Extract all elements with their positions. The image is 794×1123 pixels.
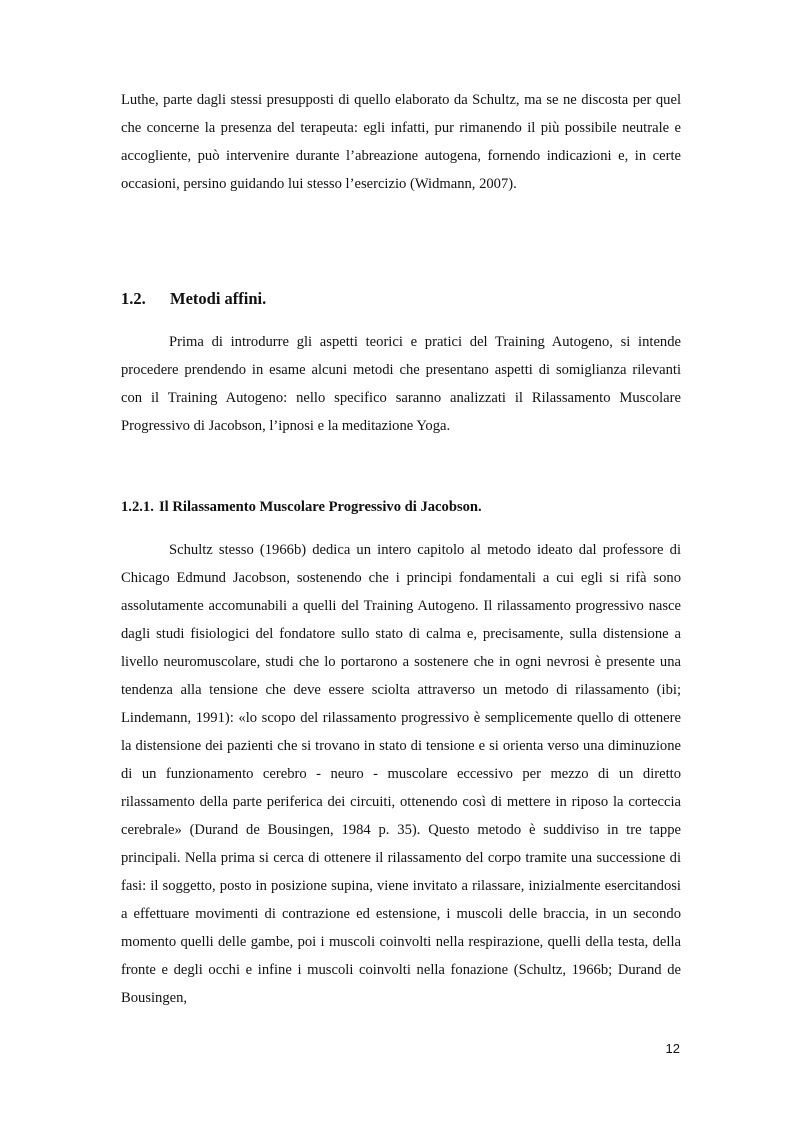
section-title: Metodi affini. bbox=[170, 289, 267, 308]
page-number: 12 bbox=[665, 1041, 680, 1056]
subsection-number: 1.2.1. bbox=[121, 499, 154, 515]
subsection-title: Il Rilassamento Muscolare Progressivo di Jacobson. bbox=[159, 499, 482, 515]
subsection-heading bbox=[121, 495, 482, 519]
section-heading bbox=[121, 287, 266, 311]
section-number: 1.2. bbox=[121, 289, 146, 308]
paragraph-jacobson: Schultz stesso (1966b) dedica un intero capitolo al metodo ideato dal professore di Chicago Edmund Jacobson, sostenendo che i principi fondamentali a cui egli si rifà sono assolutamente accomunabili a quelli del Training Autogeno. Il rilassamento progressivo nasce dagli studi fisiologici del fondatore sullo stato di calma e, precisamente, sulla distensione a livello neuromuscolare, studi che lo portarono a sostenere che in ogni nevrosi è presente una tendenza alla tensione che deve essere sciolta attraverso un metodo di rilassamento (ibi; Lindemann, 1991): «lo scopo del rilassamento progressivo è semplicemente quello di ottenere la distensione dei pazienti che si trovano in stato di tensione e si orienta verso una diminuzione di un funzionamento cerebro - neuro - muscolare eccessivo per mezzo di un diretto rilassamento della parte periferica dei circuiti, ottenendo così di mettere in riposo la corteccia cerebrale» (Durand de Bousingen, 1984 p. 35). Questo metodo è suddiviso in tre tappe principali. Nella prima si cerca di ottenere il rilassamento del corpo tramite una successione di fasi: il soggetto, posto in posizione supina, viene invitato a rilassare, inizialmente esercitandosi a effettuare movimenti di contrazione ed estensione, i muscoli delle braccia, in un secondo momento quelli delle gambe, poi i muscoli coinvolti nella respirazione, quelli della testa, della fronte e degli occhi e infine i muscoli coinvolti nella fonazione (Schultz, 1966b; Durand de Bousingen, bbox=[121, 542, 681, 1006]
paragraph-continuation: Luthe, parte dagli stessi presupposti di quello elaborato da Schultz, ma se ne discosta per quel che concerne la presenza del terapeuta: egli infatti, pur rimanendo il più possibile neutrale e accogliente, può intervenire durante l’abreazione autogena, fornendo indicazioni e, in certe occasioni, persino guidando lui stesso l’esercizio (Widmann, 2007). bbox=[121, 92, 681, 192]
paragraph-intro: Prima di introdurre gli aspetti teorici e pratici del Training Autogeno, si intende procedere prendendo in esame alcuni metodi che presentano aspetti di somiglianza rilevanti con il Training Autogeno: nello specifico saranno analizzati il Rilassamento Muscolare Progressivo di Jacobson, l’ipnosi e la meditazione Yoga. bbox=[121, 334, 681, 434]
